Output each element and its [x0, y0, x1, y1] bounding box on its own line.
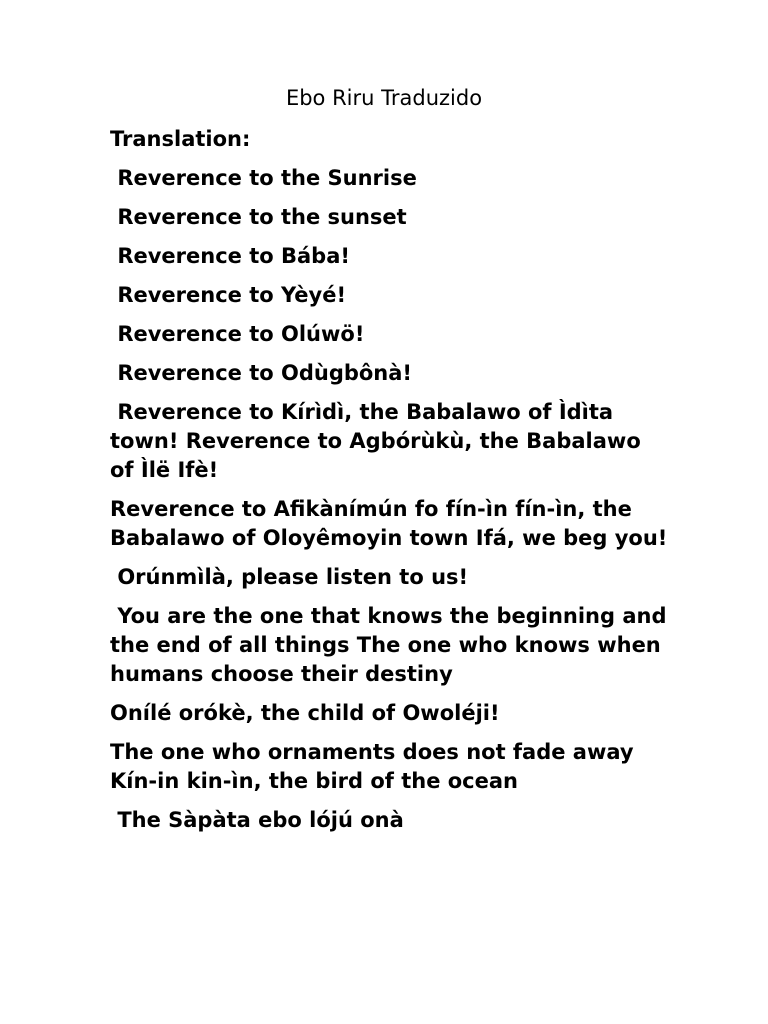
- paragraph: Reverence to Kírìdì, the Babalawo of Ìdìta town! Reverence to Agbórùkù, the Babalawo of Ìlë Ifè!: [110, 400, 649, 482]
- translation-heading: Translation:: [110, 127, 251, 151]
- document-body: [110, 125, 674, 845]
- paragraph: Reverence to the sunset: [110, 205, 407, 229]
- document-title: Ebo Riru Traduzido: [285, 86, 483, 110]
- paragraph: Reverence to Yèyé!: [110, 283, 347, 307]
- paragraph: You are the one that knows the beginning and the end of all things The one who knows when humans choose their destiny: [110, 604, 674, 686]
- paragraph: Reverence to Olúwö!: [110, 322, 365, 346]
- paragraph: Orúnmìlà, please listen to us!: [110, 565, 469, 589]
- paragraph: Reverence to Afikànímún fo fín-ìn fín-ìn, the Babalawo of Oloyêmoyin town Ifá, we beg you!: [110, 497, 668, 550]
- paragraph: The Sàpàta ebo lójú onà: [110, 808, 404, 832]
- paragraph: Onílé orókè, the child of Owoléji!: [110, 701, 500, 725]
- paragraph: Reverence to Bába!: [110, 244, 350, 268]
- paragraph: The one who ornaments does not fade away Kín-in kin-ìn, the bird of the ocean: [110, 740, 641, 793]
- paragraph: Reverence to Odùgbônà!: [110, 361, 413, 385]
- paragraph: Reverence to the Sunrise: [110, 166, 417, 190]
